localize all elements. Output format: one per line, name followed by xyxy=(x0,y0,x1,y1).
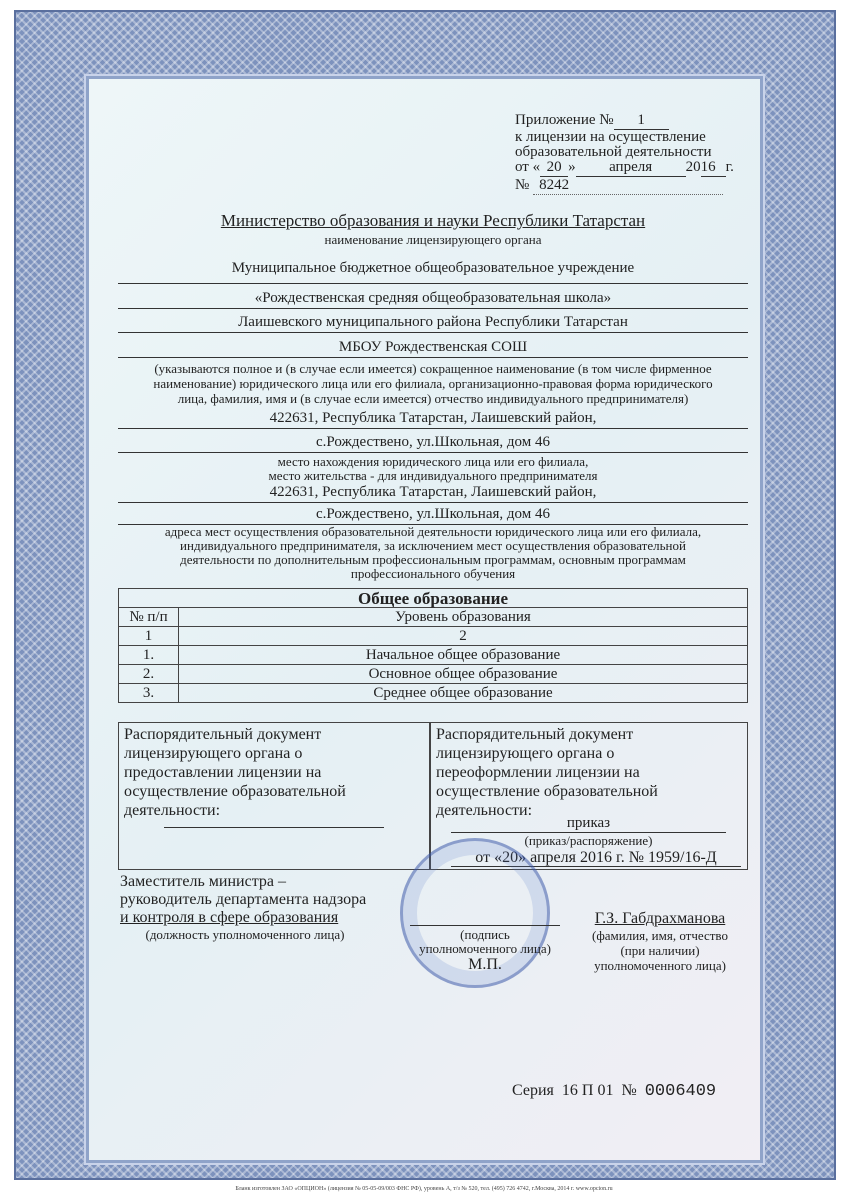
activity-address-line1: 422631, Республика Татарстан, Лаишевский район, xyxy=(118,484,748,503)
row-level: Начальное общее образование xyxy=(179,646,748,665)
education-levels-table xyxy=(118,588,748,703)
appendix-date: от « 20 » апреля 2016 г. xyxy=(515,159,734,175)
table-title: Общее образование xyxy=(119,589,748,608)
stamp-place-label: М.П. xyxy=(468,956,502,973)
signatory-position: Заместитель министра – руководитель департамента надзора и контроля в сфере образования xyxy=(120,873,367,926)
location-caption-1: место нахождения юридического лица или его филиала, xyxy=(277,454,589,469)
name-caption-1: (фамилия, имя, отчество xyxy=(592,928,728,943)
row-number: 1. xyxy=(119,646,179,665)
row-level: Среднее общее образование xyxy=(179,684,748,703)
authority-name: Министерство образования и науки Республики Татарстан xyxy=(220,211,646,230)
name-caption-2: (при наличии) xyxy=(620,943,700,958)
row-number: 3. xyxy=(119,684,179,703)
signature-caption-2: уполномоченного лица) xyxy=(419,941,551,956)
activity-caption-3: деятельности по дополнительным профессиональным программам, основным программам xyxy=(180,552,686,567)
reissue-doc-date-number: от «20» апреля 2016 г. № 1959/16-Д xyxy=(451,849,741,867)
org-line3: Лаишевского муниципального района Республики Татарстан xyxy=(118,314,748,333)
printer-footer: Бланк изготовлен ЗАО «ОПЦИОН» (лицензия № 05-05-09/003 ФНС РФ), уровень А, т/з № 520, тел. (495) 726 4742, г.Москва, 2014 г. www.opcion.ru xyxy=(235,1186,613,1192)
col-header-number: № п/п xyxy=(119,608,179,627)
authority-caption: наименование лицензирующего органа xyxy=(324,232,542,247)
appendix-line2: образовательной деятельности xyxy=(515,144,712,160)
grant-doc-text: Распорядительный документ лицензирующего органа о предоставлении лицензии на осуществление образовательной деятельности: xyxy=(124,726,346,819)
activity-address-line2: с.Рождествено, ул.Школьная, дом 46 xyxy=(118,506,748,525)
series-number: 0006409 xyxy=(644,1082,717,1101)
table-row xyxy=(119,665,748,684)
activity-caption-1: адреса мест осуществления образовательной деятельности юридического лица или его филиала, xyxy=(164,524,702,539)
org-line1: Муниципальное бюджетное общеобразовательное учреждение xyxy=(118,260,748,284)
org-caption-1: (указываются полное и (в случае если имеется) сокращенное наименование (в том числе фирменное xyxy=(154,361,712,376)
signature-caption-1: (подпись xyxy=(460,927,510,942)
license-number: № 8242 xyxy=(515,177,723,195)
org-line2: «Рождественская средняя общеобразовательная школа» xyxy=(118,290,748,309)
appendix-label: Приложение № 1 xyxy=(515,112,669,130)
org-short-name: МБОУ Рождественская СОШ xyxy=(118,339,748,358)
location-caption-2: место жительства - для индивидуального предпринимателя xyxy=(268,468,598,483)
blank-series: Серия 16 П 01 № 0006409 xyxy=(512,1082,717,1101)
name-caption-3: уполномоченного лица) xyxy=(594,958,726,973)
table-row xyxy=(119,684,748,703)
table-row xyxy=(119,646,748,665)
org-caption-2: наименование) юридического лица или его филиала, организационно-правовая форма юридического xyxy=(153,376,713,391)
signatory-name: Г.З. Габдрахманова xyxy=(594,910,726,927)
grant-doc-blank xyxy=(164,827,384,828)
location-line1: 422631, Республика Татарстан, Лаишевский район, xyxy=(118,410,748,429)
grant-document-box xyxy=(118,722,430,870)
reissue-doc-text: Распорядительный документ лицензирующего органа о переоформлении лицензии на осуществление образовательной деятельности: xyxy=(436,726,658,819)
appendix-number: 1 xyxy=(614,112,669,130)
index-cell: 2 xyxy=(179,627,748,646)
appendix-line1: к лицензии на осуществление xyxy=(515,129,706,145)
col-header-level: Уровень образования xyxy=(179,608,748,627)
location-line2: с.Рождествено, ул.Школьная, дом 46 xyxy=(118,434,748,453)
position-caption: (должность уполномоченного лица) xyxy=(145,927,345,942)
activity-caption-4: профессионального обучения xyxy=(350,566,516,581)
activity-caption-2: индивидуального предпринимателя, за исключением мест осуществления образовательной xyxy=(180,538,686,553)
reissue-doc-type-caption: (приказ/распоряжение) xyxy=(524,833,653,848)
reissue-doc-type: приказ xyxy=(451,815,726,833)
row-number: 2. xyxy=(119,665,179,684)
row-level: Основное общее образование xyxy=(179,665,748,684)
signature-line xyxy=(410,925,560,926)
index-cell: 1 xyxy=(119,627,179,646)
org-caption-3: лица, фамилия, имя и (в случае если имеется) отчество индивидуального предпринимателя) xyxy=(177,391,689,406)
